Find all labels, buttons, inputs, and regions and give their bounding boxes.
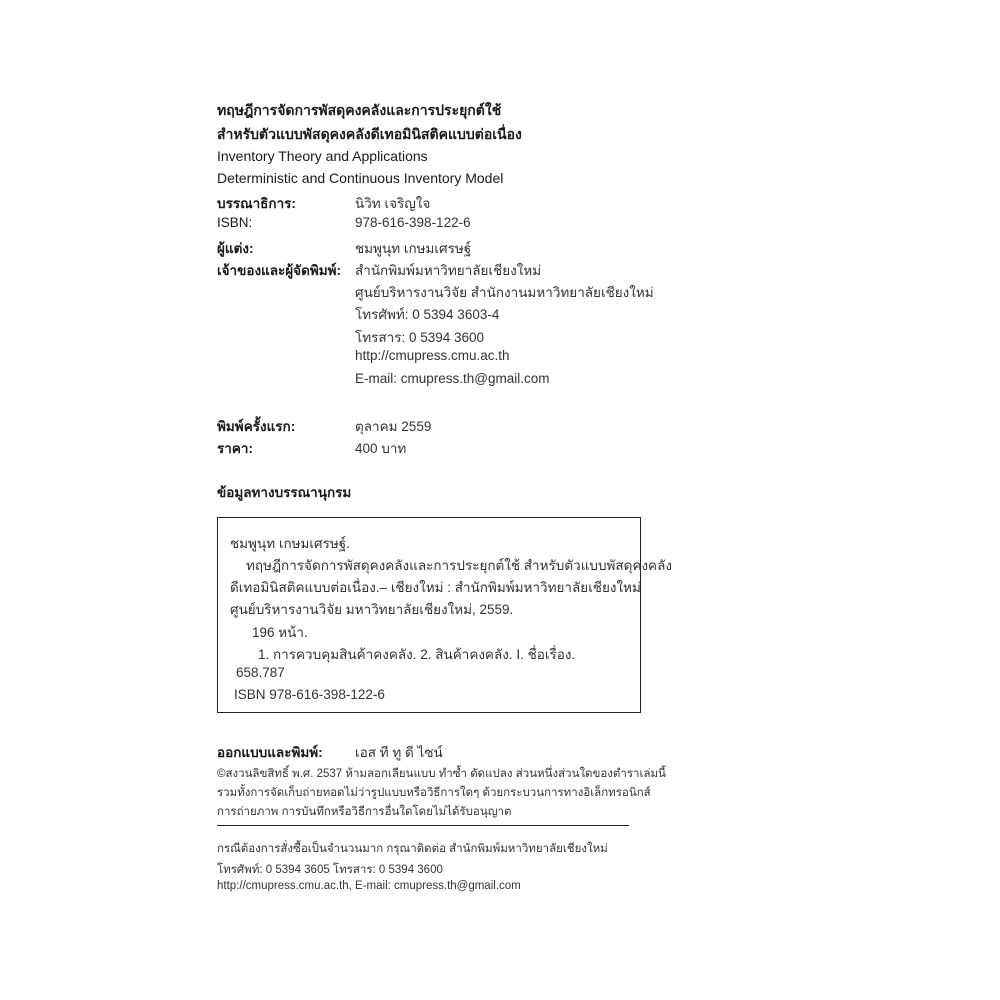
design-value: เอส ที ทู ดี ไซน์ <box>355 745 443 760</box>
cip-title-line-1: ทฤษฎีการจัดการพัสดุคงคลังและการประยุกต์ใช้ สำหรับตัวแบบพัสดุคงคลัง <box>246 558 672 573</box>
order-phone-fax: โทรศัพท์: 0 5394 3605 โทรสาร: 0 5394 3600 <box>217 864 443 876</box>
publisher-phone: โทรศัพท์: 0 5394 3603-4 <box>355 307 500 322</box>
publisher-name: สำนักพิมพ์มหาวิทยาลัยเชียงใหม่ <box>355 263 542 278</box>
title-english-line-1: Inventory Theory and Applications <box>217 148 428 164</box>
cip-subjects: 1. การควบคุมสินค้าคงคลัง. 2. สินค้าคงคลัง. I. ชื่อเรื่อง. <box>258 647 576 662</box>
cip-author: ชมพูนุท เกษมเศรษฐ์. <box>230 536 350 551</box>
design-label: ออกแบบและพิมพ์: <box>217 745 323 760</box>
isbn-label: ISBN: <box>217 215 253 230</box>
cip-pages: 196 หน้า. <box>252 625 308 640</box>
copyright-line-2: รวมทั้งการจัดเก็บถ่ายทอดไม่ว่ารูปแบบหรือวิธีการใดๆ ด้วยกระบวนการทางอิเล็กทรอนิกส์ <box>217 787 651 799</box>
order-info-line-1: กรณีต้องการสั่งซื้อเป็นจำนวนมาก กรุณาติดต่อ สำนักพิมพ์มหาวิทยาลัยเชียงใหม่ <box>217 843 608 855</box>
title-english-line-2: Deterministic and Continuous Inventory Model <box>217 170 504 186</box>
cip-classification: 658.787 <box>236 665 285 680</box>
first-print-value: ตุลาคม 2559 <box>355 419 432 434</box>
publisher-label: เจ้าของและผู้จัดพิมพ์: <box>217 263 342 278</box>
author-value: ชมพูนุท เกษมเศรษฐ์ <box>355 241 472 256</box>
cip-title-line-2: ดีเทอมินิสติคแบบต่อเนื่อง.– เชียงใหม่ : สำนักพิมพ์มหาวิทยาลัยเชียงใหม่ <box>230 580 641 595</box>
publisher-fax: โทรสาร: 0 5394 3600 <box>355 330 485 345</box>
cip-box <box>217 517 672 713</box>
cip-publisher-line: ศูนย์บริหารงานวิจัย มหาวิทยาลัยเชียงใหม่, 2559. <box>230 602 514 617</box>
title-thai-line-1: ทฤษฎีการจัดการพัสดุคงคลังและการประยุกต์ใช้ <box>217 102 502 118</box>
copyright-line-1: ©สงวนลิขสิทธิ์ พ.ศ. 2537 ห้ามลอกเลียนแบบ ทำซ้ำ ดัดแปลง ส่วนหนึ่งส่วนใดของตำราเล่มนี้ <box>217 768 666 780</box>
divider-rule <box>217 825 629 826</box>
cip-isbn: ISBN 978-616-398-122-6 <box>234 687 385 702</box>
publisher-department: ศูนย์บริหารงานวิจัย สำนักงานมหาวิทยาลัยเชียงใหม่ <box>355 285 654 300</box>
isbn-value: 978-616-398-122-6 <box>355 215 471 230</box>
first-print-label: พิมพ์ครั้งแรก: <box>217 419 296 434</box>
price-value: 400 บาท <box>355 441 407 456</box>
publisher-website: http://cmupress.cmu.ac.th <box>355 348 510 363</box>
editor-label: บรรณาธิการ: <box>217 196 296 211</box>
cip-heading: ข้อมูลทางบรรณานุกรม <box>217 485 352 500</box>
copyright-line-3: การถ่ายภาพ การบันทึกหรือวิธีการอื่นใดโดยไม่ได้รับอนุญาต <box>217 806 512 818</box>
title-thai-line-2: สำหรับตัวแบบพัสดุคงคลังดีเทอมินิสติคแบบต่อเนื่อง <box>217 126 522 142</box>
author-label: ผู้แต่ง: <box>217 241 254 256</box>
publisher-email: E-mail: cmupress.th@gmail.com <box>355 371 550 386</box>
price-label: ราคา: <box>217 441 253 456</box>
editor-value: นิวิท เจริญใจ <box>355 196 431 211</box>
order-web-email: http://cmupress.cmu.ac.th, E-mail: cmupress.th@gmail.com <box>217 880 521 892</box>
